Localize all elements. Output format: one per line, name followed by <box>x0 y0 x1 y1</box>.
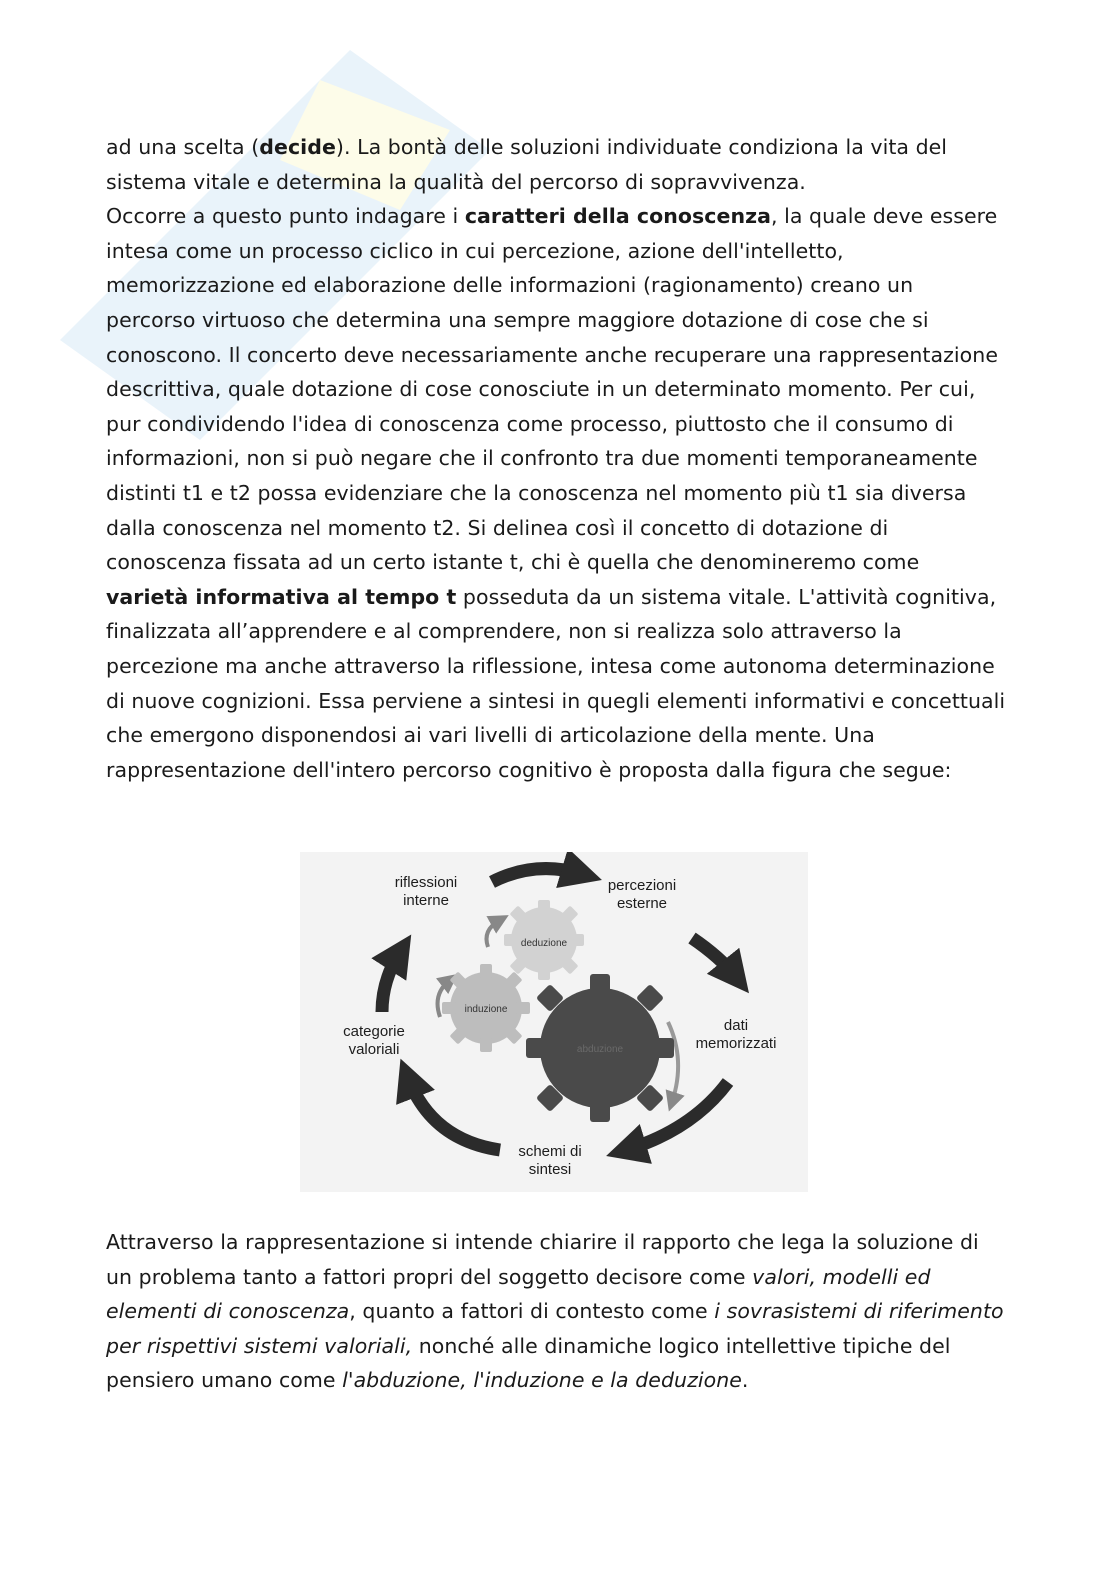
label-schemi-2: sintesi <box>528 1161 572 1178</box>
paragraph-2: Occorre a questo punto indagare i caratteri della conoscenza, la quale deve essere intesa come un processo ciclico in cui percezione, azione dell'intelletto, memorizzazione ed elaborazione delle informazioni (ragionamento) creano un percorso virtuoso che determina una sempre maggiore dotazione di cose che si conoscono. Il concerto deve necessariamente anche recuperare una rappresentazione descrittiva, quale dotazione di cose conosciute in un determinato momento. Per cui, pur condividendo l'idea di conoscenza come processo, piuttosto che il consumo di informazioni, non si può negare che il confronto tra due momenti temporaneamente distinti t1 e t2 possa evidenziare che la conoscenza nel momento più t1 sia diversa dalla conoscenza nel momento t2. Si delinea così il concetto di dotazione di conoscenza fissata ad un certo istante t, chi è quella che denomineremo come varietà informativa al tempo t posseduta da un sistema vitale. L'attività cognitiva, finalizzata all’apprendere e al comprendere, non si realizza solo attraverso la percezione ma anche attraverso la riflessione, intesa come autonoma determinazione di nuove cognizioni. Essa perviene a sintesi in quegli elementi informativi e concettuali che emergono disponendosi ai vari livelli di articolazione della mente. Una rappresentazione dell'intero percorso cognitivo è proposta dalla figura che segue: <box>106 204 1006 782</box>
gear-abduzione-label: abduzione <box>576 1044 624 1055</box>
label-dati-2: memorizzati <box>695 1035 777 1052</box>
gear-abduzione <box>526 974 674 1122</box>
label-riflessioni-2: interne <box>403 892 449 909</box>
inner-arrow-1 <box>487 920 501 947</box>
paragraph-1: ad una scelta (decide). La bontà delle soluzioni individuate condiziona la vita del sistema vitale e determina la qualità del percorso di sopravvivenza. <box>106 135 948 194</box>
gear-induzione-label: induzione <box>464 1004 508 1015</box>
arrow-right <box>692 938 736 977</box>
label-categorie-2: valoriali <box>348 1041 400 1058</box>
gear-deduzione <box>504 900 584 980</box>
cognitive-cycle-figure <box>300 852 808 1192</box>
arrow-bottom-left <box>408 1078 500 1150</box>
body-text-top <box>106 130 1006 787</box>
inner-arrow-3 <box>668 1022 678 1102</box>
paragraph-3: Attraverso la rappresentazione si intende chiarire il rapporto che lega la soluzione di un problema tanto a fattori propri del soggetto decisore come valori, modelli ed elementi di conoscenza, quanto a fattori di contesto come i sovrasistemi di riferimento per rispettivi sistemi valoriali, nonché alle dinamiche logico intellettive tipiche del pensiero umano come l'abduzione, l'induzione e la deduzione. <box>106 1230 1004 1393</box>
label-percezioni-1: percezioni <box>607 877 677 894</box>
arrow-top <box>492 869 582 882</box>
label-schemi-1: schemi di <box>518 1143 582 1160</box>
label-riflessioni-1: riflessioni <box>394 874 458 891</box>
body-text-bottom <box>106 1225 1006 1398</box>
arrow-left <box>382 952 400 1012</box>
label-categorie-1: categorie <box>343 1023 405 1040</box>
arrow-bottom-right <box>626 1082 728 1150</box>
label-dati-1: dati <box>723 1017 749 1034</box>
label-percezioni-2: esterne <box>616 895 668 912</box>
gear-induzione <box>442 964 530 1052</box>
gear-deduzione-label: deduzione <box>520 938 568 949</box>
cycle-diagram <box>300 852 808 1192</box>
